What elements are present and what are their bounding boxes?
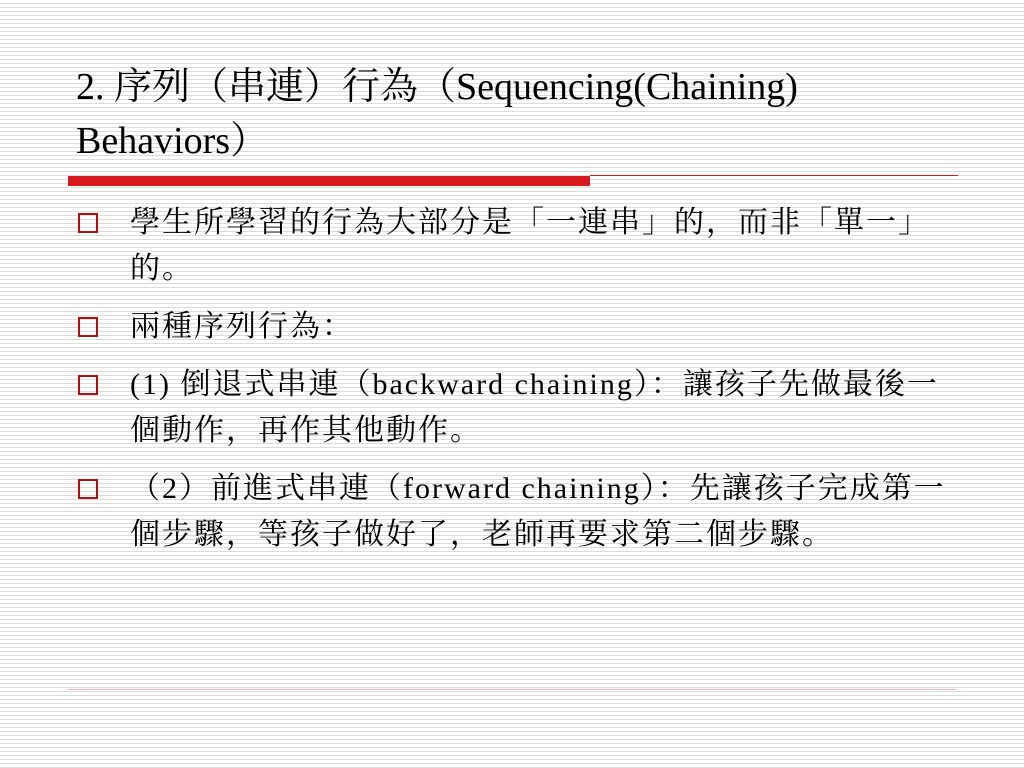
title-underline-thick bbox=[68, 176, 590, 186]
slide-title: 2. 序列（串連）行為（Sequencing(Chaining) Behaviors） bbox=[76, 66, 798, 162]
bullet-item-forward-chaining bbox=[76, 466, 956, 558]
hollow-square-icon bbox=[78, 375, 98, 395]
bullet-text: (1) 倒退式串連（backward chaining）：讓孩子先做最後一個動作，再作其他動作。 bbox=[130, 368, 939, 447]
bullet-text: 兩種序列行為： bbox=[130, 310, 354, 343]
footer-divider bbox=[68, 689, 956, 690]
bullet-item-two-types bbox=[76, 304, 956, 350]
title-underline-thin bbox=[590, 175, 958, 176]
bullet-list bbox=[76, 200, 956, 570]
hollow-square-icon bbox=[78, 213, 98, 233]
bullet-text: 學生所學習的行為大部分是「一連串」的，而非「單一」的。 bbox=[130, 206, 930, 285]
bullet-item-chained-behavior bbox=[76, 200, 956, 292]
hollow-square-icon bbox=[78, 317, 98, 337]
bullet-item-backward-chaining bbox=[76, 362, 956, 454]
hollow-square-icon bbox=[78, 479, 98, 499]
bullet-text: （2）前進式串連（forward chaining）：先讓孩子完成第一個步驟，等孩子做好了，老師再要求第二個步驟。 bbox=[130, 472, 946, 551]
